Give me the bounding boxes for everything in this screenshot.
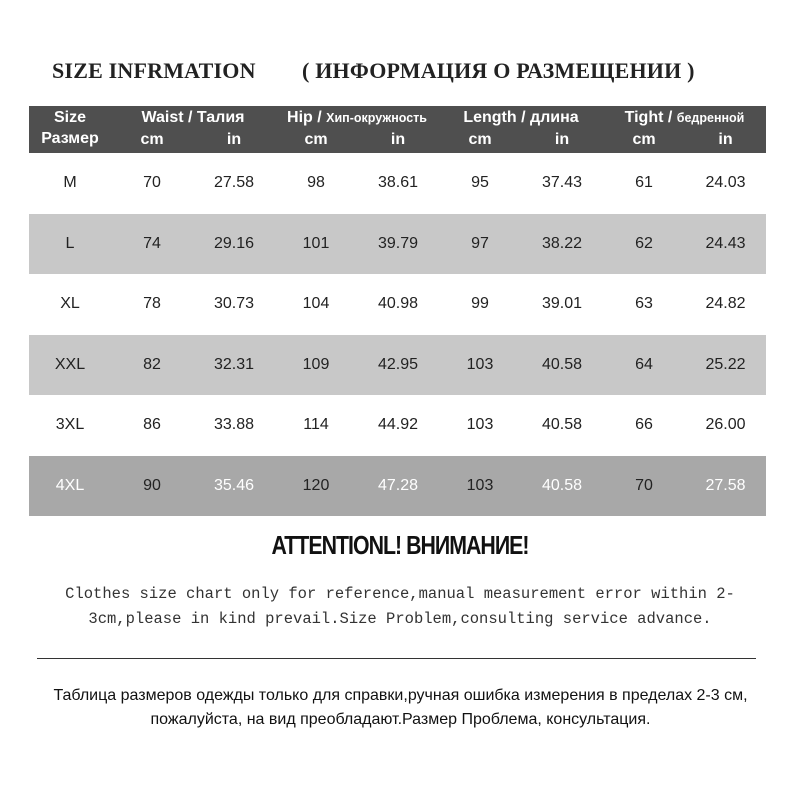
cell-length-in: 37.43 xyxy=(541,174,583,192)
cell-size: XL xyxy=(60,295,80,313)
header-tight-cm: cm xyxy=(632,131,656,148)
cell-waist-in: 30.73 xyxy=(213,295,255,313)
cell-waist-in: 27.58 xyxy=(213,174,255,192)
cell-hip-in: 47.28 xyxy=(377,476,419,494)
table-row xyxy=(29,395,766,456)
cell-hip-cm: 98 xyxy=(307,174,325,192)
cell-length-in: 38.22 xyxy=(541,234,583,252)
table-row xyxy=(29,274,766,335)
cell-waist-cm: 82 xyxy=(143,355,161,373)
cell-tight-in: 24.43 xyxy=(705,234,746,252)
table-row xyxy=(29,335,766,396)
header-waist xyxy=(111,109,275,127)
title-en: SIZE INFRMATION xyxy=(52,58,256,83)
cell-length-cm: 95 xyxy=(471,174,489,192)
cell-length-cm: 99 xyxy=(471,295,489,313)
table-row xyxy=(29,153,766,214)
cell-waist-cm: 90 xyxy=(143,476,161,494)
cell-waist-in: 32.31 xyxy=(213,355,255,373)
cell-hip-in: 42.95 xyxy=(377,355,419,373)
cell-size: L xyxy=(65,234,75,252)
header-size-ru: Размер xyxy=(41,130,99,147)
header-length-en: Length / xyxy=(463,109,530,126)
divider-line xyxy=(37,658,756,659)
cell-size: XXL xyxy=(54,355,86,373)
header-tight-en: Tight / xyxy=(624,109,677,126)
cell-waist-cm: 74 xyxy=(143,234,161,252)
cell-tight-cm: 64 xyxy=(635,355,653,373)
cell-length-in: 39.01 xyxy=(541,295,583,313)
cell-hip-cm: 109 xyxy=(302,355,330,373)
cell-hip-cm: 114 xyxy=(303,416,329,434)
cell-hip-cm: 104 xyxy=(302,295,330,313)
cell-waist-cm: 78 xyxy=(143,295,161,313)
cell-length-cm: 103 xyxy=(466,476,494,494)
cell-length-cm: 103 xyxy=(466,416,494,434)
size-table xyxy=(29,106,766,516)
cell-hip-cm: 120 xyxy=(302,476,330,494)
cell-length-in: 40.58 xyxy=(541,476,583,494)
table-row xyxy=(29,456,766,517)
cell-length-in: 40.58 xyxy=(541,416,583,434)
cell-hip-in: 40.98 xyxy=(377,295,419,313)
cell-size: 4XL xyxy=(55,476,85,494)
cell-tight-cm: 66 xyxy=(635,416,653,434)
table-header xyxy=(29,106,766,153)
cell-hip-in: 39.79 xyxy=(377,234,419,252)
header-hip-in: in xyxy=(390,131,406,148)
note-russian: Таблица размеров одежды только для справки,ручная ошибка измерения в пределах 2-3 см, пожалуйста, на вид преобладают.Размер Проблема, консультация. xyxy=(53,687,748,728)
header-length-in: in xyxy=(554,131,570,148)
cell-tight-in: 24.82 xyxy=(705,295,746,313)
note-english: Clothes size chart only for reference,manual measurement error within 2-3cm,please in kind prevail.Size Problem,consulting service advance. xyxy=(65,585,735,628)
cell-tight-cm: 61 xyxy=(635,174,653,192)
header-waist-cm: cm xyxy=(140,131,164,148)
cell-tight-cm: 62 xyxy=(635,234,653,252)
header-length xyxy=(439,109,603,127)
header-waist-en: Waist / xyxy=(141,109,197,126)
cell-tight-in: 27.58 xyxy=(705,476,746,494)
cell-hip-cm: 101 xyxy=(302,234,330,252)
header-length-ru: длина xyxy=(529,109,579,126)
cell-length-cm: 103 xyxy=(466,355,494,373)
page-title xyxy=(0,58,800,90)
header-tight-ru: бедренной xyxy=(676,111,745,125)
header-length-cm: cm xyxy=(468,131,492,148)
header-hip xyxy=(275,109,439,127)
cell-size: M xyxy=(63,174,77,192)
header-size: Size xyxy=(53,109,86,126)
cell-waist-in: 29.16 xyxy=(213,234,255,252)
cell-tight-in: 24.03 xyxy=(705,174,746,192)
cell-size: 3XL xyxy=(55,416,85,434)
cell-hip-in: 44.92 xyxy=(377,416,419,434)
header-tight xyxy=(603,109,766,127)
header-hip-en: Hip / xyxy=(287,109,327,126)
header-hip-ru: Хип-окружность xyxy=(326,111,427,125)
table-row xyxy=(29,214,766,275)
cell-hip-in: 38.61 xyxy=(377,174,419,192)
cell-length-cm: 97 xyxy=(471,234,489,252)
cell-tight-cm: 70 xyxy=(635,476,653,494)
cell-tight-in: 26.00 xyxy=(705,416,746,434)
cell-waist-cm: 70 xyxy=(143,174,161,192)
cell-tight-in: 25.22 xyxy=(705,355,746,373)
cell-waist-in: 35.46 xyxy=(213,476,255,494)
title-ru: ( ИНФОРМАЦИЯ О РАЗМЕЩЕНИИ ) xyxy=(302,58,695,83)
cell-tight-cm: 63 xyxy=(635,295,653,313)
header-waist-ru: Талия xyxy=(196,109,245,126)
header-tight-in: in xyxy=(718,131,733,148)
cell-waist-cm: 86 xyxy=(143,416,161,434)
cell-waist-in: 33.88 xyxy=(213,416,255,434)
header-waist-in: in xyxy=(226,131,242,148)
attention-heading: ATTENTIONL! ВНИМАНИЕ! xyxy=(271,530,529,560)
cell-length-in: 40.58 xyxy=(541,355,583,373)
header-hip-cm: cm xyxy=(304,131,328,148)
